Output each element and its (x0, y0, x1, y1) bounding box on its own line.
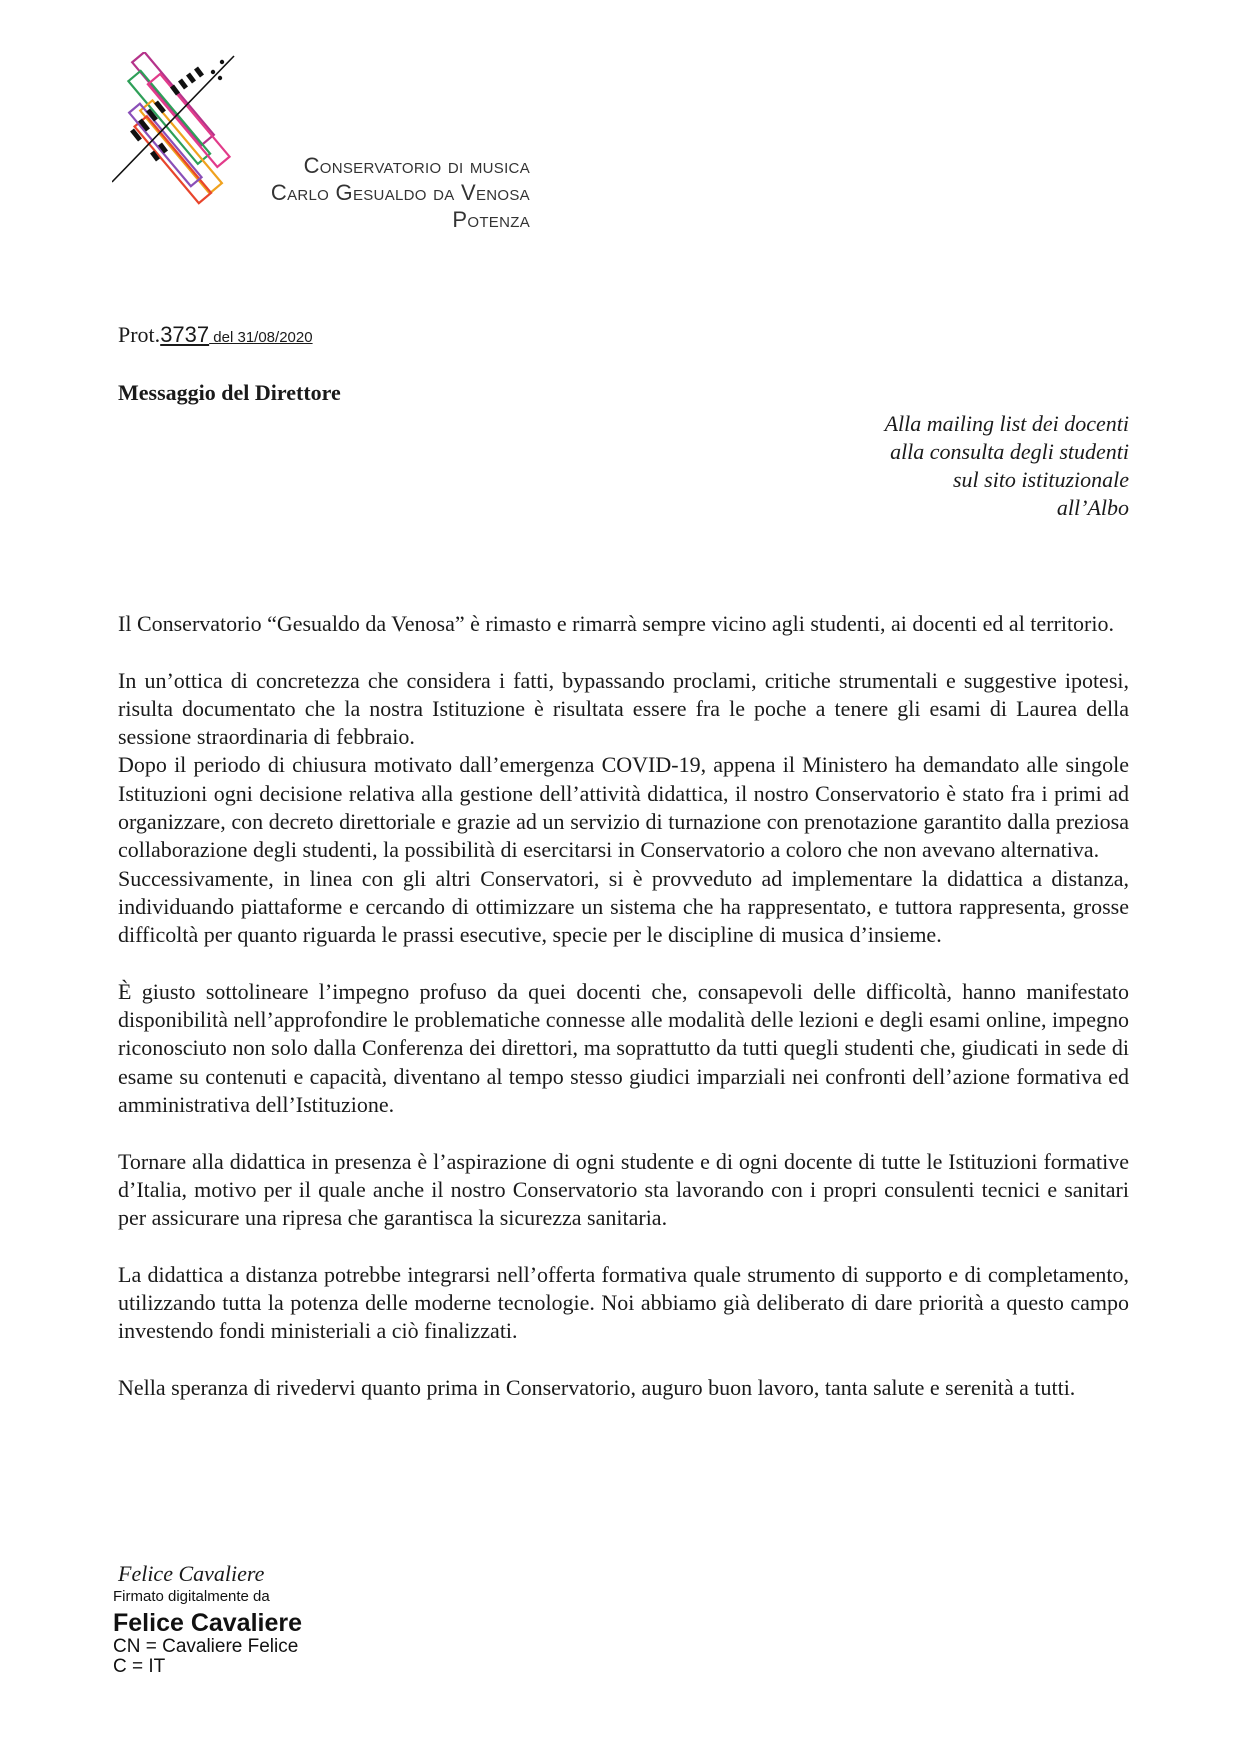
protocol-line (118, 322, 313, 348)
signature-name: Felice Cavaliere (118, 1561, 265, 1586)
institution-line-2: Carlo Gesualdo da Venosa (270, 180, 530, 205)
body-paragraph: Il Conservatorio “Gesualdo da Venosa” è rimasto e rimarrà sempre vicino agli studenti, ai docenti ed al territorio. (118, 611, 1114, 636)
body-paragraph: Successivamente, in linea con gli altri Conservatori, si è provveduto ad implementare la didattica a distanza, individuando piattaforme e cercando di ottimizzare un sistema che ha rappresentato, e tuttora rappresenta, grosse difficoltà per quanto riguarda le prassi esecutive, specie per le discipline di musica d’insieme. (118, 865, 1129, 948)
body-paragraph: È giusto sottolineare l’impegno profuso da quei docenti che, consapevoli delle difficoltà, hanno manifestato disponibilità nell’approfondire le problematiche connesse alle modalità delle lezioni e degli esami online, impegno riconosciuto non solo dalla Conferenza dei direttori, ma soprattutto da tutti quegli studenti che, giudicati in sede di esame su contenuti e capacità, diventano al tempo stesso giudici imparziali nei confronti dell’azione formativa ed amministrativa dell’Istituzione. (118, 978, 1129, 1118)
recipients-block (885, 410, 1129, 522)
recipient-line: sul sito istituzionale (952, 467, 1129, 492)
body-paragraph: Nella speranza di rivedervi quanto prima in Conservatorio, auguro buon lavoro, tanta salute e serenità a tutti. (118, 1375, 1076, 1401)
body-paragraph: Dopo il periodo di chiusura motivato dall’emergenza COVID-19, appena il Ministero ha demandato alle singole Istituzioni ogni decisione relativa alla gestione dell’attività didattica, il nostro Conservatorio è stato fra i primi ad organizzare, con decreto direttoriale e grazie ad un servizio di turnazione con prenotazione garantito dalla preziosa collaborazione degli studenti, la possibilità di esercitarsi in Conservatorio a coloro che non avevano alternativa. (118, 752, 1129, 863)
digital-signature-name: Felice Cavaliere (113, 1609, 303, 1637)
institution-name (230, 152, 530, 233)
institution-line-3: Potenza (452, 207, 530, 232)
protocol-prefix: Prot. (118, 322, 161, 347)
recipient-line: Alla mailing list dei docenti (884, 411, 1129, 436)
digital-signature (113, 1588, 302, 1677)
letter-body (118, 610, 1129, 1431)
body-paragraph: La didattica a distanza potrebbe integrarsi nell’offerta formativa quale strumento di supporto e di completamento, utilizzando tutta la potenza delle moderne tecnologie. Noi abbiamo già deliberato di dare priorità a questo campo investendo fondi ministeriali a ciò finalizzati. (118, 1261, 1129, 1344)
institution-line-1: Conservatorio di musica (303, 153, 530, 178)
body-paragraph: Tornare alla didattica in presenza è l’aspirazione di ogni studente e di ogni docente di tutte le Istituzioni formative d’Italia, motivo per il quale anche il nostro Conservatorio sta lavorando con i propri consulenti tecnici e sanitari per assicurare una ripresa che garantisca la sicurezza sanitaria. (118, 1148, 1129, 1231)
protocol-number: 3737 (160, 322, 210, 347)
digital-signature-label: Firmato digitalmente da (113, 1588, 270, 1605)
digital-signature-country: C = IT (113, 1656, 166, 1677)
protocol-date: del 31/08/2020 (209, 329, 313, 346)
digital-signature-cn: CN = Cavaliere Felice (113, 1636, 299, 1657)
recipient-line: all’Albo (1056, 495, 1129, 520)
document-title: Messaggio del Direttore (118, 380, 341, 405)
recipient-line: alla consulta degli studenti (890, 439, 1129, 464)
body-paragraph: In un’ottica di concretezza che considera i fatti, bypassando proclami, critiche strumentali e suggestive ipotesi, risulta documentato che la nostra Istituzione è risultata essere fra le poche a tenere gli esami di Laurea della sessione straordinaria di febbraio. (118, 667, 1129, 750)
